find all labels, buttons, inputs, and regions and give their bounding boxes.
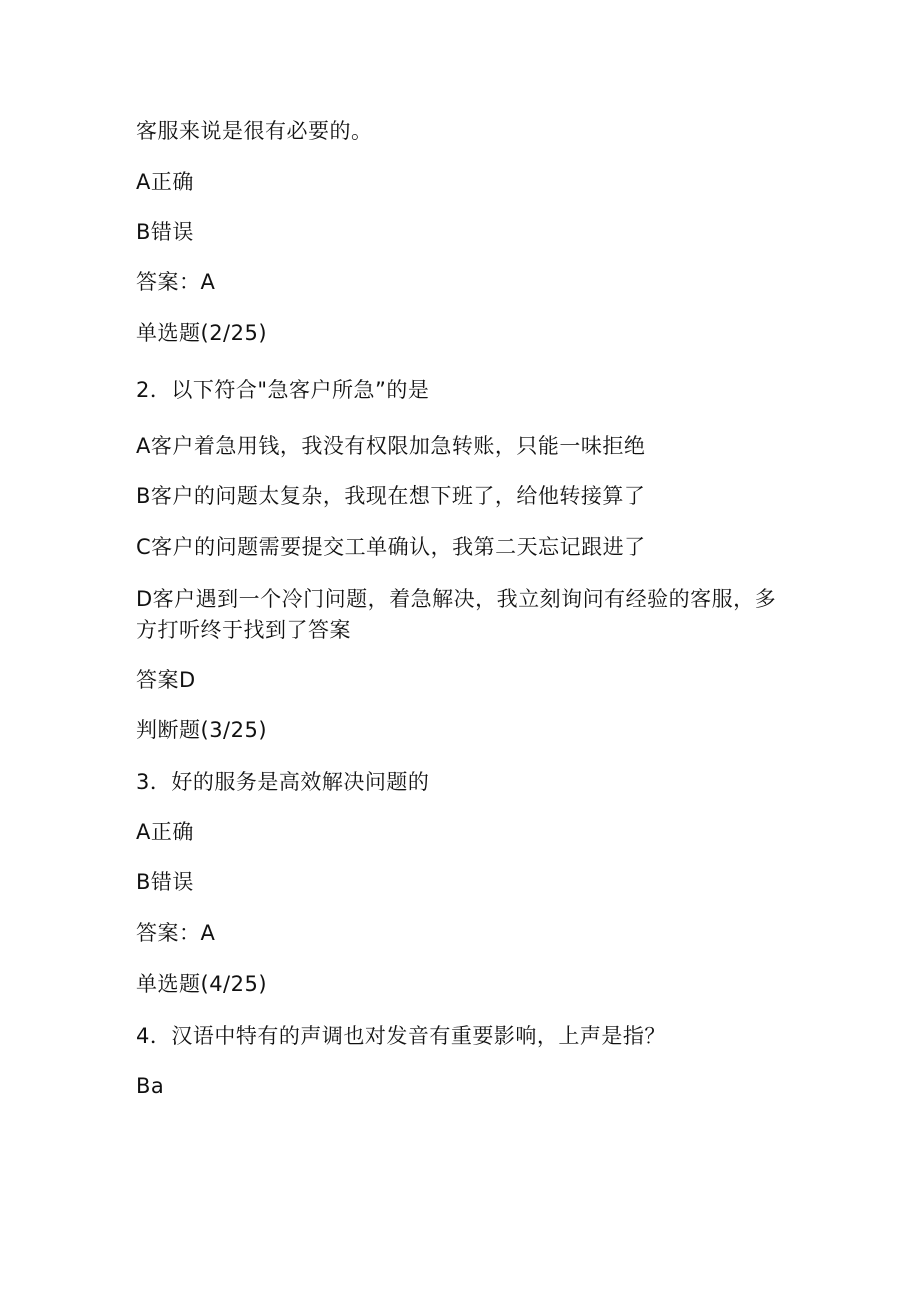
question-2-option-d: D客户遇到一个冷门问题，着急解决，我立刻询问有经验的客服，多方打听终于找到了答案 <box>136 587 777 642</box>
question-2-text: 2．以下符合"急客户所急”的是 <box>136 378 430 402</box>
question-2-option-a: A客户着急用钱，我没有权限加急转账，只能一味拒绝 <box>136 434 646 458</box>
question-1-answer: 答案：A <box>136 270 216 294</box>
question-3-option-a: A正确 <box>136 820 194 844</box>
question-1-option-a: A正确 <box>136 170 194 194</box>
question-4-type: 单选题(4/25) <box>136 972 268 996</box>
question-2-option-c: C客户的问题需要提交工单确认，我第二天忘记跟进了 <box>136 535 646 559</box>
question-4-option-b: Ba <box>136 1074 165 1098</box>
question-2-type: 单选题(2/25) <box>136 321 268 345</box>
question-1-option-b: B错误 <box>136 220 194 244</box>
question-3-text: 3．好的服务是高效解决问题的 <box>136 770 430 794</box>
question-1-text-tail: 客服来说是很有必要的。 <box>136 119 373 143</box>
question-2-answer: 答案D <box>136 668 196 692</box>
question-2-option-b: B客户的问题太复杂，我现在想下班了，给他转接算了 <box>136 484 646 508</box>
question-3-option-b: B错误 <box>136 870 194 894</box>
question-3-type: 判断题(3/25) <box>136 718 268 742</box>
question-4-text: 4．汉语中特有的声调也对发音有重要影响，上声是指？ <box>136 1024 666 1048</box>
question-3-answer: 答案：A <box>136 921 216 945</box>
